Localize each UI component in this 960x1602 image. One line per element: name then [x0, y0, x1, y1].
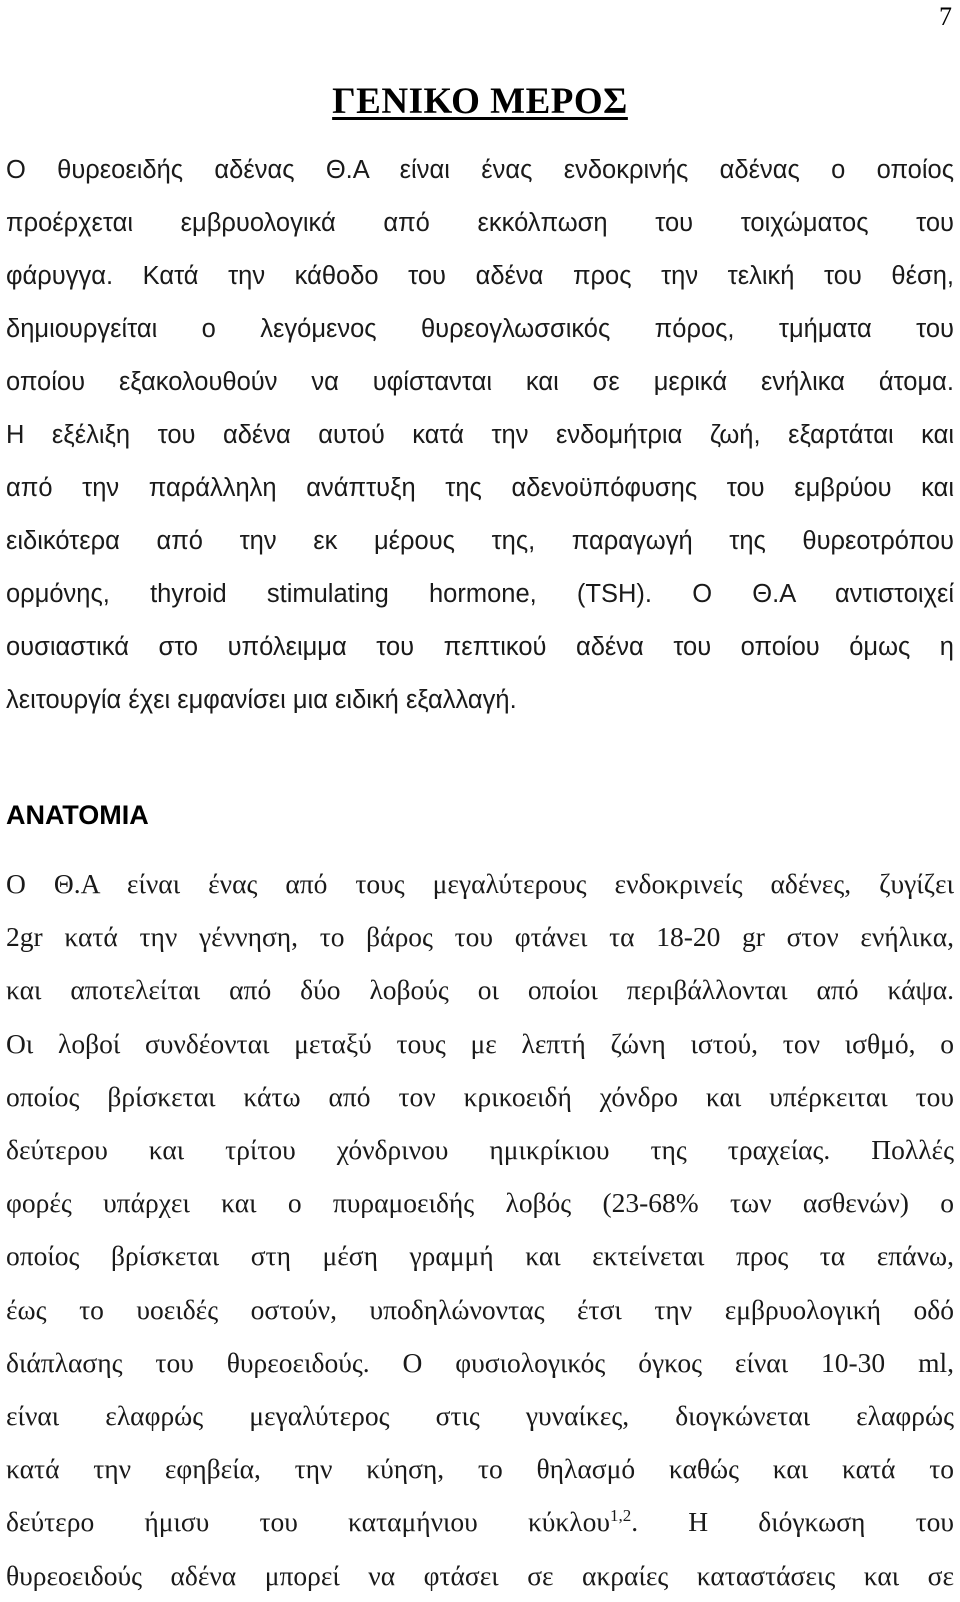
section-heading: ΑΝΑΤΟΜΙΑ — [6, 800, 149, 830]
text-line: είναι ελαφρώς μεγαλύτερος στις γυναίκες, διογκώνεται ελαφρώς — [6, 1400, 954, 1432]
text-line: Οι λοβοί συνδέονται μεταξύ τους με λεπτή ζώνη ιστού, τον ισθμό, ο — [6, 1027, 954, 1059]
citation-text-before: δεύτερο ήμισυ του καταμήνιου κύκλου — [6, 1506, 610, 1538]
text-line-with-citation — [6, 1495, 954, 1548]
text-line: από την παράλληλη ανάπτυξη της αδενοϋπόφυσης του εμβρύου και — [6, 474, 954, 502]
text-line: οποίου εξακολουθούν να υφίστανται και σε μερικά ενήλικα άτομα. — [6, 368, 954, 396]
text-line: Ο Θ.Α είναι ένας από τους μεγαλύτερους ενδοκρινείς αδένες, ζυγίζει — [6, 868, 954, 899]
text-line: προέρχεται εμβρυολογικά από εκκόλπωση του τοιχώματος του — [6, 209, 954, 237]
text-line: Η εξέλιξη του αδένα αυτού κατά την ενδομήτρια ζωή, εξαρτάται και — [6, 421, 954, 449]
page-title: ΓΕΝΙΚΟ ΜΕΡΟΣ — [332, 81, 628, 122]
text-line: και αποτελείται από δύο λοβούς οι οποίοι περιβάλλονται από κάψα. — [6, 974, 954, 1006]
text-line: ειδικότερα από την εκ μέρους της, παραγωγή της θυρεοτρόπου — [6, 527, 954, 555]
citation-text-after: . Η διόγκωση του — [631, 1506, 954, 1538]
text-line: φορές υπάρχει και ο πυραμοειδής λοβός (23-68% των ασθενών) ο — [6, 1187, 954, 1219]
citation-superscript: 1,2 — [609, 1506, 632, 1526]
text-line: δεύτερου και τρίτου χόνδρινου ημικρίκιου της τραχείας. Πολλές — [6, 1134, 954, 1166]
text-line: κατά την εφηβεία, την κύηση, το θηλασμό καθώς και κατά το — [6, 1453, 954, 1485]
text-line: διάπλασης του θυρεοειδούς. Ο φυσιολογικός όγκος είναι 10-30 ml, — [6, 1346, 954, 1378]
text-line: οποίος βρίσκεται στη μέση γραμμή και εκτείνεται προς τα επάνω, — [6, 1240, 954, 1272]
text-line: έως το υοειδές οστούν, υποδηλώνοντας έτσι την εμβρυολογική οδό — [6, 1293, 954, 1325]
text-line: 2gr κατά την γέννηση, το βάρος του φτάνει τα 18-20 gr στον ενήλικα, — [6, 921, 954, 953]
text-line: ουσιαστικά στο υπόλειμμα του πεπτικού αδένα του οποίου όμως η — [6, 633, 954, 661]
text-line: δημιουργείται ο λεγόμενος θυρεογλωσσικός πόρος, τμήματα του — [6, 315, 954, 343]
page-number: 7 — [939, 2, 952, 31]
text-line: λειτουργία έχει εμφανίσει μια ειδική εξαλλαγή. — [6, 686, 517, 714]
anatomy-paragraph — [6, 857, 954, 1602]
text-line: θυρεοειδούς αδένα μπορεί να φτάσει σε ακραίες καταστάσεις και σε — [6, 1559, 954, 1591]
text-line: οποίος βρίσκεται κάτω από τον κρικοειδή χόνδρο και υπέρκειται του — [6, 1080, 954, 1112]
text-line: Ο θυρεοειδής αδένας Θ.Α είναι ένας ενδοκρινής αδένας ο οποίος — [6, 156, 954, 184]
text-line: ορμόνης, thyroid stimulating hormone, (TSH). Ο Θ.Α αντιστοιχεί — [6, 580, 954, 608]
text-line: φάρυγγα. Κατά την κάθοδο του αδένα προς την τελική του θέση, — [6, 262, 954, 290]
intro-paragraph — [6, 144, 954, 727]
